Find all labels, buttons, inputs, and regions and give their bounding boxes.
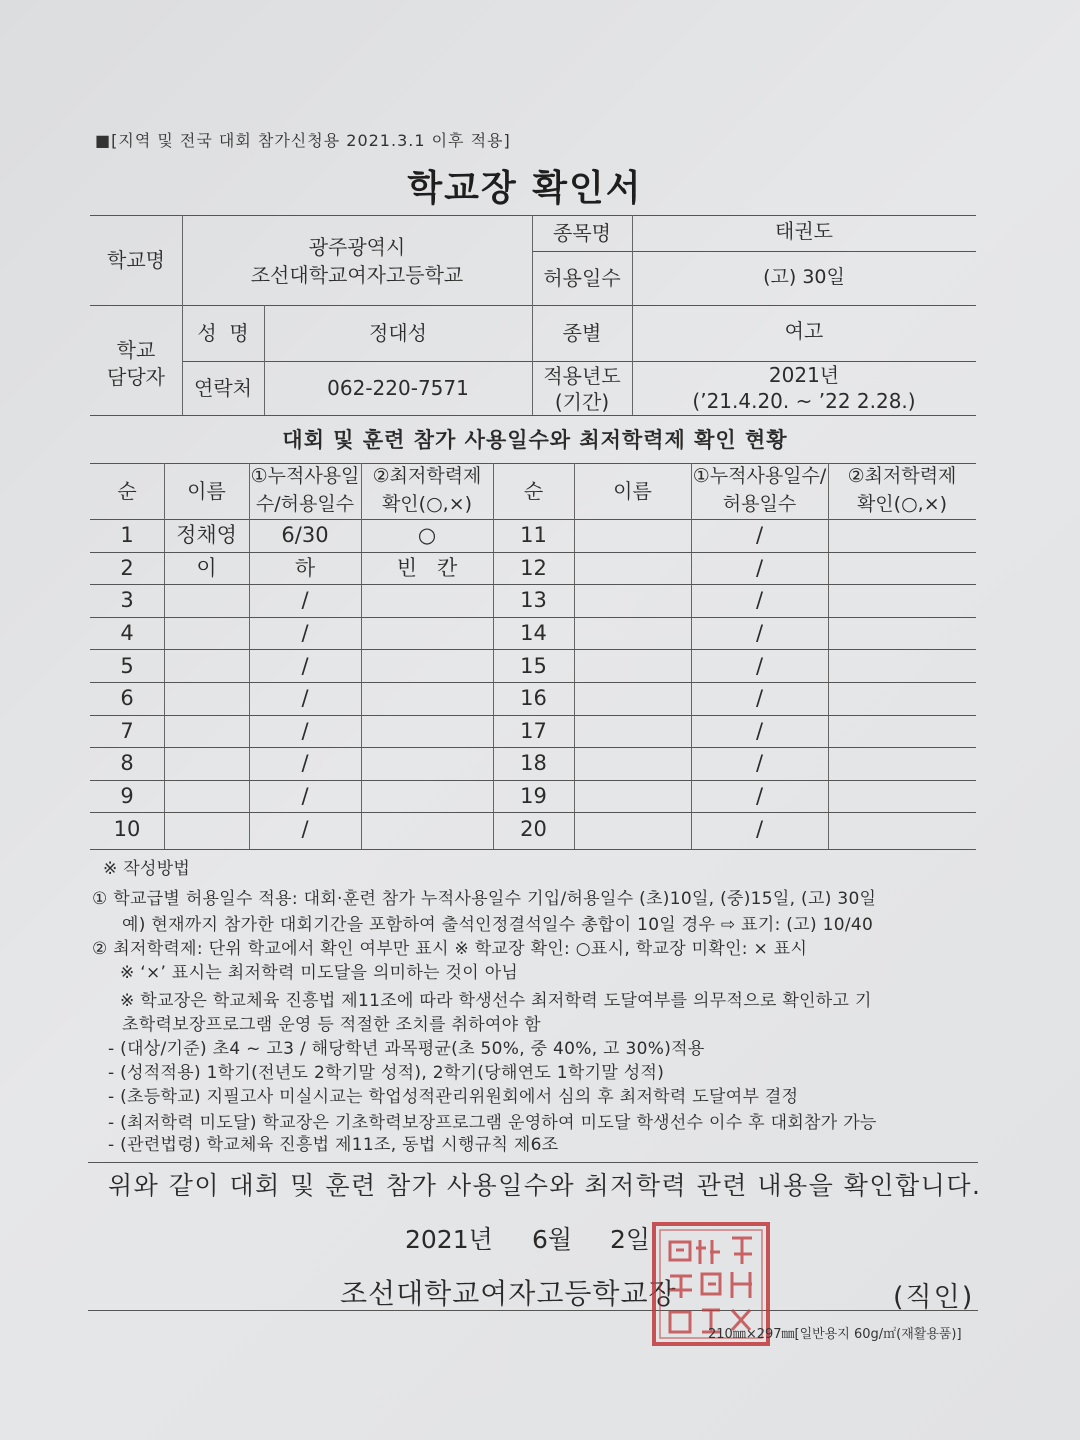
instruction-line-6: ※ 학교장은 학교체육 진흥법 제11조에 따라 학생선수 최저학력 도달여부를 의무적으로 확인하고 기 — [120, 991, 872, 1011]
left-row-5-name — [164, 649, 249, 682]
right-row-7-days: / — [755, 718, 764, 743]
left-row-2-days: 하 — [294, 555, 316, 580]
header-check-right-line-2: 확인(○,×) — [856, 493, 948, 516]
date-day: 2일 — [610, 1225, 651, 1254]
left-row-7-check — [361, 715, 493, 748]
right-row-5-days: / — [755, 653, 764, 678]
left-row-5-check — [361, 649, 493, 682]
left-row-9-name — [164, 780, 249, 813]
instruction-line-5: ※ ‘×’ 표시는 최저학력 미도달을 의미하는 것이 아님 — [120, 963, 519, 983]
period-value-line-2: (’21.4.20. ~ ’22 2.28.) — [692, 388, 916, 413]
right-row-9-name — [574, 780, 691, 813]
right-row-2-name — [574, 552, 691, 585]
staff-name-value: 정대성 — [369, 320, 427, 345]
header-name-right: 이름 — [613, 478, 652, 503]
category-label: 종별 — [562, 320, 602, 345]
right-row-5-name — [574, 649, 691, 682]
instruction-line-2: ① 학교급별 허용일수 적용: 대회·훈련 참가 누적사용일수 기입/허용일수 (초)10일, (중)15일, (고) 30일 — [92, 889, 877, 909]
right-row-6-no: 16 — [520, 686, 547, 711]
confirmation-statement: 위와 같이 대회 및 훈련 참가 사용일수와 최저학력 관련 내용을 확인합니다. — [108, 1171, 982, 1200]
period-label-line-2: (기간) — [554, 389, 610, 414]
left-row-2-check: 빈 칸 — [396, 555, 458, 580]
left-row-3-name — [164, 584, 249, 617]
sport-value: 태권도 — [775, 218, 833, 243]
left-row-1-name: 정채영 — [176, 523, 237, 548]
header-check-line-1: ②최저학력제 — [372, 465, 482, 488]
left-row-2-no: 2 — [120, 555, 134, 580]
header-days-line-2: 수/허용일수 — [255, 493, 355, 516]
left-row-4-no: 4 — [120, 620, 134, 645]
left-row-9-days: / — [301, 783, 309, 808]
instruction-line-1: ※ 작성방법 — [103, 859, 191, 879]
left-row-7-name — [164, 715, 249, 748]
school-name-line-1: 광주광역시 — [308, 234, 406, 259]
left-row-8-no: 8 — [120, 751, 134, 776]
left-row-7-days: / — [301, 718, 309, 743]
instruction-line-12: - (관련법령) 학교체육 진흥법 제11조, 동법 시행규칙 제6조 — [108, 1135, 559, 1155]
right-row-7-name — [574, 715, 691, 748]
right-row-4-days: / — [755, 620, 764, 645]
header-check-line-2: 확인(○,×) — [381, 493, 473, 516]
header-check-right-line-1: ②최저학력제 — [847, 465, 957, 488]
right-row-2-check — [828, 552, 976, 585]
left-row-6-check — [361, 682, 493, 715]
right-row-6-name — [574, 682, 691, 715]
left-row-3-no: 3 — [120, 588, 134, 613]
left-row-1-days: 6/30 — [281, 523, 329, 548]
right-row-6-days: / — [755, 686, 764, 711]
form-usage-note: ■[지역 및 전국 대회 참가신청용 2021.3.1 이후 적용] — [95, 131, 511, 150]
date-year: 2021년 — [405, 1225, 493, 1254]
staff-label-line-2: 담당자 — [107, 364, 165, 389]
official-seal-label: (직인) — [893, 1282, 975, 1313]
left-row-4-check — [361, 617, 493, 650]
right-row-5-check — [828, 649, 976, 682]
left-row-3-days: / — [301, 588, 309, 613]
left-row-1-no: 1 — [120, 523, 134, 548]
right-row-1-check — [828, 519, 976, 552]
left-row-8-check — [361, 747, 493, 780]
school-name-label: 학교명 — [107, 247, 165, 272]
right-row-4-check — [828, 617, 976, 650]
left-row-8-days: / — [301, 751, 309, 776]
left-row-9-no: 9 — [120, 783, 134, 808]
right-row-4-name — [574, 617, 691, 650]
paper-specification: 210㎜×297㎜[일반용지 60g/㎡(재활용품)] — [708, 1327, 962, 1342]
right-row-1-days: / — [755, 523, 764, 548]
instruction-line-11: - (최저학력 미도달) 학교장은 기초학력보장프로그램 운영하여 미도달 학생선수 이수 후 대회참가 가능 — [108, 1113, 877, 1133]
instruction-line-9: - (성적적용) 1학기(전년도 2학기말 성적), 2학기(당해연도 1학기말 성적) — [108, 1063, 665, 1083]
instruction-line-7: 초학력보장프로그램 운영 등 적절한 조치를 취하여야 함 — [122, 1015, 541, 1035]
right-row-10-days: / — [755, 816, 764, 841]
right-row-9-check — [828, 780, 976, 813]
document-title: 학교장 확인서 — [407, 168, 643, 209]
left-row-7-no: 7 — [120, 718, 134, 743]
right-row-5-no: 15 — [520, 653, 547, 678]
right-row-8-check — [828, 747, 976, 780]
right-row-3-check — [828, 584, 976, 617]
right-row-9-no: 19 — [520, 783, 547, 808]
right-row-6-check — [828, 682, 976, 715]
staff-name-label: 성 명 — [197, 320, 249, 345]
left-row-6-days: / — [301, 686, 309, 711]
left-row-10-check — [361, 812, 493, 845]
allowed-days-value: (고) 30일 — [763, 266, 845, 289]
right-row-8-name — [574, 747, 691, 780]
left-row-4-name — [164, 617, 249, 650]
left-row-1-check: ○ — [417, 523, 437, 548]
principal-title: 조선대학교여자고등학교장 — [340, 1277, 677, 1310]
header-days-right-line-1: ①누적사용일수/ — [692, 465, 827, 488]
left-row-5-days: / — [301, 653, 309, 678]
instruction-line-8: - (대상/기준) 초4 ~ 고3 / 해당학년 과목평균(초 50%, 중 40%, 고 30%)적용 — [108, 1039, 705, 1059]
left-row-6-no: 6 — [120, 686, 134, 711]
left-row-3-check — [361, 584, 493, 617]
right-row-1-no: 11 — [520, 523, 547, 548]
left-row-10-no: 10 — [113, 816, 141, 841]
header-no-right: 순 — [523, 478, 544, 503]
header-days-right-line-2: 허용일수 — [722, 493, 797, 516]
right-row-10-name — [574, 812, 691, 845]
left-row-8-name — [164, 747, 249, 780]
right-row-2-no: 12 — [520, 555, 547, 580]
right-row-7-no: 17 — [520, 718, 547, 743]
period-value-line-1: 2021년 — [768, 362, 840, 387]
instruction-line-10: - (초등학교) 지필고사 미실시교는 학업성적관리위원회에서 심의 후 최저학력 도달여부 결정 — [108, 1087, 799, 1107]
right-row-4-no: 14 — [520, 620, 547, 645]
header-no: 순 — [117, 478, 137, 503]
right-row-10-check — [828, 812, 976, 845]
right-row-2-days: / — [755, 555, 764, 580]
right-row-8-no: 18 — [520, 751, 547, 776]
right-row-9-days: / — [755, 783, 764, 808]
date-month: 6월 — [532, 1225, 573, 1254]
left-row-9-check — [361, 780, 493, 813]
left-row-2-name: 이 — [196, 555, 217, 580]
category-value: 여고 — [784, 318, 824, 343]
left-row-10-days: / — [301, 816, 309, 841]
sport-label: 종목명 — [553, 220, 611, 245]
period-label-line-1: 적용년도 — [543, 363, 621, 388]
left-row-5-no: 5 — [120, 653, 134, 678]
header-days-line-1: ①누적사용일 — [250, 465, 360, 488]
left-row-6-name — [164, 682, 249, 715]
left-row-4-days: / — [301, 620, 309, 645]
header-name: 이름 — [187, 478, 226, 503]
school-name-line-2: 조선대학교여자고등학교 — [250, 262, 464, 287]
right-row-3-no: 13 — [520, 588, 547, 613]
right-row-3-days: / — [755, 588, 764, 613]
staff-label-line-1: 학교 — [116, 337, 156, 362]
right-row-7-check — [828, 715, 976, 748]
right-row-8-days: / — [755, 751, 764, 776]
right-row-1-name — [574, 519, 691, 552]
contact-label: 연락처 — [194, 375, 252, 400]
instruction-line-3: 예) 현재까지 참가한 대회기간을 포함하여 출석인정결석일수 총합이 10일 경우 ⇨ 표기: (고) 10/40 — [122, 915, 874, 935]
right-row-3-name — [574, 584, 691, 617]
contact-value: 062-220-7571 — [327, 375, 469, 400]
left-row-10-name — [164, 812, 249, 845]
instruction-line-4: ② 최저학력제: 단위 학교에서 확인 여부만 표시 ※ 학교장 확인: ○표시, 학교장 미확인: × 표시 — [92, 939, 808, 959]
allowed-days-label: 허용일수 — [543, 265, 621, 290]
status-subtitle: 대회 및 훈련 참가 사용일수와 최저학력제 확인 현황 — [282, 428, 788, 452]
right-row-10-no: 20 — [520, 816, 547, 841]
